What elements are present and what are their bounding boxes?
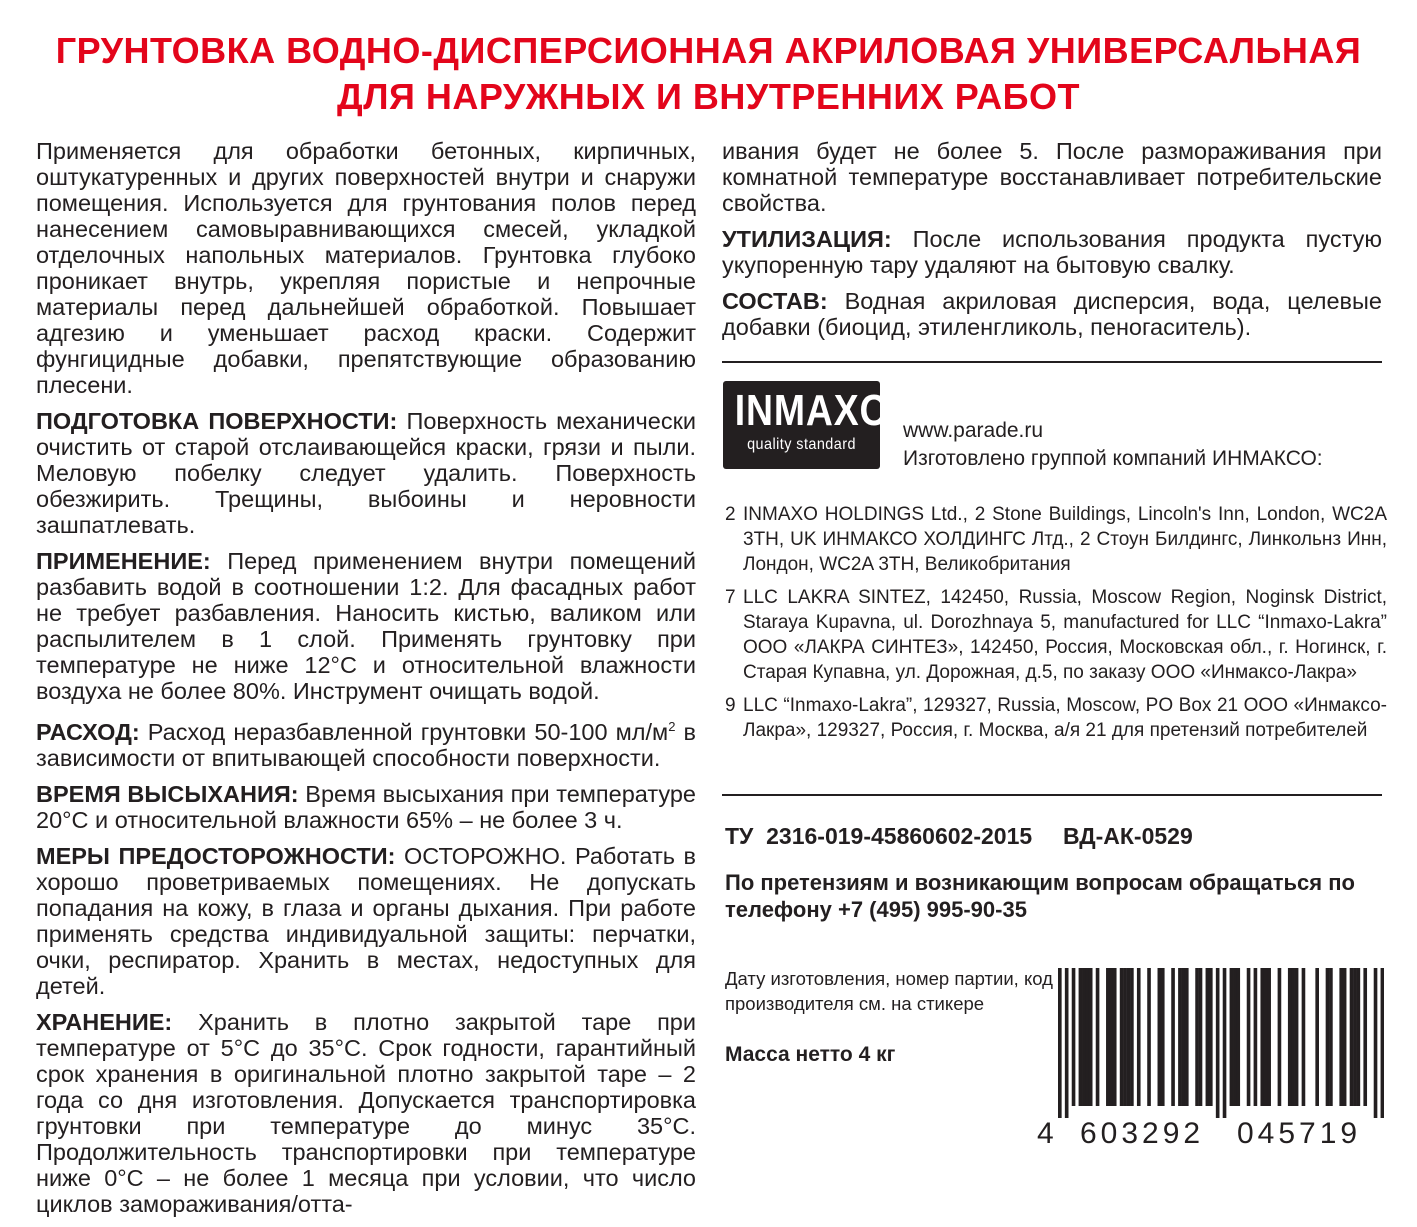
logo-tagline: quality standard [747, 436, 856, 453]
barcode-bar [1137, 968, 1141, 1106]
barcode-group-2: 045719 [1237, 1117, 1362, 1150]
barcode-bar [1357, 968, 1361, 1106]
composition-section [722, 288, 1382, 340]
barcode-bar [1199, 968, 1203, 1106]
product-code: ВД-АК-0529 [1062, 823, 1193, 849]
manufacturer-code: 7 [725, 587, 736, 608]
apply-label: ПРИМЕНЕНИЕ: [36, 548, 211, 574]
storage-text: Хранить в плотно закрытой таре при температуре от 5°С до 35°С. Срок годности, гарантийный срок хранения в оригинальной плотно закрытой таре – 2 года со дня изготовления. Допускается транспортировка грунтовки при температуре до минус 35°С. Продолжительность транспортировки при температуре ниже 0°С – не более 1 месяца при условии, что число циклов замораживания/отта- [36, 1008, 697, 1217]
storage-continued: ивания будет не более 5. После размораживания при комнатной температуре восстанавливает потребительские свойства. [722, 138, 1382, 216]
barcode-bar [1206, 968, 1210, 1106]
barcode-bar [1085, 968, 1089, 1106]
barcode-bar [1120, 968, 1124, 1106]
contact-info: По претензиям и возникающим вопросам обращаться по телефону +7 (495) 995-90-35 [725, 870, 1355, 922]
manufacturer-item [725, 693, 1387, 743]
usage-text-b: в зависимости от впитывающей способности поверхности. [36, 718, 697, 771]
tu-code: ТУ 2316-019-45860602-2015 [725, 823, 1033, 849]
barcode-bar [1223, 968, 1227, 1118]
manufacturer-text: INMAXO HOLDINGS Ltd., 2 Stone Buildings, Lincoln's Inn, London, WC2A 3TH, UK ИНМАКСО ХОЛДИНГС Лтд., 2 Стоун Билдингс, Линкольнз Инн, Лондон, WC2A 3TH, Великобритания [743, 504, 1387, 575]
barcode-bar [1109, 968, 1113, 1106]
barcode-bar [1065, 968, 1069, 1118]
site-block [903, 417, 1323, 473]
usage-text-a: Расход неразбавленной грунтовки 50-100 мл/м [147, 718, 669, 745]
usage-label: РАСХОД: [36, 718, 140, 745]
usage-section [36, 714, 696, 771]
barcode-bar [1096, 968, 1100, 1106]
barcode-bar [1353, 968, 1357, 1106]
manufacturer-code: 9 [725, 695, 736, 716]
disposal-section [722, 226, 1382, 278]
barcode-bar [1230, 968, 1234, 1106]
safety-section [36, 843, 696, 999]
barcode-bar [1233, 968, 1237, 1106]
safety-text: ОСТОРОЖНО. Работать в хорошо проветриваемых помещениях. Не допускать попадания на кожу, в глаза и органы дыхания. При работе применять средства индивидуальной защиты: перчатки, очки, респиратор. Хранить в местах, недоступных для детей. [36, 842, 696, 999]
barcode-bar [1236, 968, 1240, 1106]
barcode-bar [1295, 968, 1299, 1106]
barcode-bar [1260, 968, 1264, 1106]
barcode-bar [1058, 968, 1062, 1118]
barcode-group-1: 603292 [1080, 1117, 1205, 1150]
manufacturer-item [725, 502, 1387, 577]
logo-brand: INMAXO [734, 386, 890, 435]
dry-text: Время высыхания при температуре 20°С и относительной влажности 65% – не более 3 ч. [36, 780, 697, 833]
dry-section [36, 781, 696, 833]
barcode-bar [1082, 968, 1086, 1106]
prep-text: Поверхность механически очистить от старой отслаивающейся краски, грязи и пыли. Меловую побелку следует удалить. Поверхность обезжирить. Трещины, выбоины и неровности зашпатлевать. [36, 408, 697, 538]
barcode-bar [1079, 968, 1083, 1106]
barcode-bar [1089, 968, 1093, 1106]
barcode-bar [1130, 968, 1134, 1106]
left-column [36, 138, 696, 1227]
composition-label: СОСТАВ: [722, 288, 828, 314]
barcode-bar [1113, 968, 1117, 1106]
composition-text: Водная акриловая дисперсия, вода, целевые добавки (биоцид, этиленгликоль, пеногаситель). [722, 288, 1382, 340]
spec-line [725, 823, 1193, 850]
barcode-bar [1209, 968, 1213, 1106]
manufacturer-text: LLC LAKRA SINTEZ, 142450, Russia, Moscow Region, Noginsk District, Staraya Kupavna, ul. Dorozhnaya 5, manufactured for LLC “Inmaxo-Lakra” ООО «ЛАКРА СИНТЕЗ», 142450, Россия, Московская обл., г. Ногинск, г. Старая Купавна, ул. Дорожная, д.5, по заказу ООО «Инмаксо-Лакра» [743, 587, 1387, 683]
barcode-bar [1182, 968, 1186, 1106]
barcode [1058, 968, 1384, 1118]
title-line-1: ГРУНТОВКА ВОДНО-ДИСПЕРСИОННАЯ АКРИЛОВАЯ УНИВЕРСАЛЬНАЯ [55, 30, 1362, 71]
barcode-bar [1326, 968, 1330, 1106]
right-column [722, 138, 1382, 350]
divider-top [722, 361, 1382, 363]
barcode-bar [1178, 968, 1182, 1106]
manufacturer-code: 2 [725, 504, 736, 525]
barcode-bar [1072, 968, 1076, 1106]
barcode-bar [1288, 968, 1292, 1106]
title-line-2: ДЛЯ НАРУЖНЫХ И ВНУТРЕННИХ РАБОТ [337, 76, 1080, 117]
barcode-digit-first: 4 [1037, 1117, 1054, 1150]
barcode-bar [1302, 968, 1306, 1106]
barcode-bar [1247, 968, 1251, 1106]
made-by: Изготовлено группой компаний ИНМАКСО: [903, 447, 1323, 470]
net-weight: Масса нетто 4 кг [725, 1043, 896, 1066]
barcode-bar [1350, 968, 1354, 1106]
barcode-bar [1267, 968, 1271, 1106]
prep-label: ПОДГОТОВКА ПОВЕРХНОСТИ: [36, 408, 398, 434]
barcode-bar [1254, 968, 1258, 1106]
storage-section [36, 1009, 696, 1217]
barcode-bar [1123, 968, 1127, 1106]
barcode-bar [1171, 968, 1175, 1106]
storage-label: ХРАНЕНИЕ: [36, 1008, 173, 1035]
barcode-bar [1329, 968, 1333, 1106]
barcode-bar [1374, 968, 1378, 1118]
dry-label: ВРЕМЯ ВЫСЫХАНИЯ: [36, 780, 299, 807]
barcode-bar [1185, 968, 1189, 1106]
barcode-bar [1291, 968, 1295, 1106]
barcode-bar [1343, 968, 1347, 1106]
apply-section [36, 548, 696, 704]
manufacturer-item [725, 585, 1387, 685]
manufacturer-text: LLC “Inmaxo-Lakra”, 129327, Russia, Moscow, PO Box 21 ООО «Инмаксо-Лакра», 129327, Россия, г. Москва, а/я 21 для претензий потребителей [743, 695, 1387, 741]
apply-text: Перед применением внутри помещений разбавить водой в соотношении 1:2. Для фасадных работ не требует разбавления. Наносить кистью, валиком или распылителем в 1 слой. Применять грунтовку при температуре не ниже 12°С и относительной влажности воздуха не более 80%. Инструмент очищать водой. [36, 548, 696, 704]
barcode-bar [1381, 968, 1384, 1118]
barcode-bar [1339, 968, 1343, 1106]
divider-bottom [722, 794, 1382, 796]
barcode-bar [1278, 968, 1282, 1106]
barcode-bar [1315, 968, 1319, 1106]
barcode-bar [1147, 968, 1151, 1106]
manufacturer-list [725, 502, 1387, 751]
site-url: www.parade.ru [903, 419, 1044, 442]
intro-paragraph: Применяется для обработки бетонных, кирпичных, оштукатуренных и других поверхностей внутри и снаружи помещения. Используется для грунтования полов перед нанесением самовыравнивающихся смесей, укладкой отделочных напольных материалов. Грунтовка глубоко проникает внутрь, укрепляя пористые и непрочные материалы перед дальнейшей обработкой. Повышает адгезию и уменьшает расход краски. Содержит фунгицидные добавки, препятствующие образованию плесени. [36, 138, 696, 398]
barcode-bar [1216, 968, 1220, 1118]
safety-label: МЕРЫ ПРЕДОСТОРОЖНОСТИ: [36, 842, 396, 869]
barcode-bar [1106, 968, 1110, 1106]
barcode-bar [1158, 968, 1162, 1106]
prep-section [36, 408, 696, 538]
barcode-bar [1127, 968, 1131, 1106]
page-title [0, 28, 1417, 120]
barcode-bar [1363, 968, 1367, 1106]
batch-note: Дату изготовления, номер партии, код производителя см. на стикере [725, 968, 1053, 1014]
barcode-bar [1195, 968, 1199, 1106]
usage-sup: 2 [668, 719, 676, 734]
barcode-bar [1161, 968, 1165, 1106]
disposal-text: После использования продукта пустую укупоренную тару удаляют на бытовую свалку. [722, 226, 1382, 278]
barcode-bar [1264, 968, 1268, 1106]
inmaxo-logo [723, 381, 890, 469]
disposal-label: УТИЛИЗАЦИЯ: [722, 226, 892, 252]
